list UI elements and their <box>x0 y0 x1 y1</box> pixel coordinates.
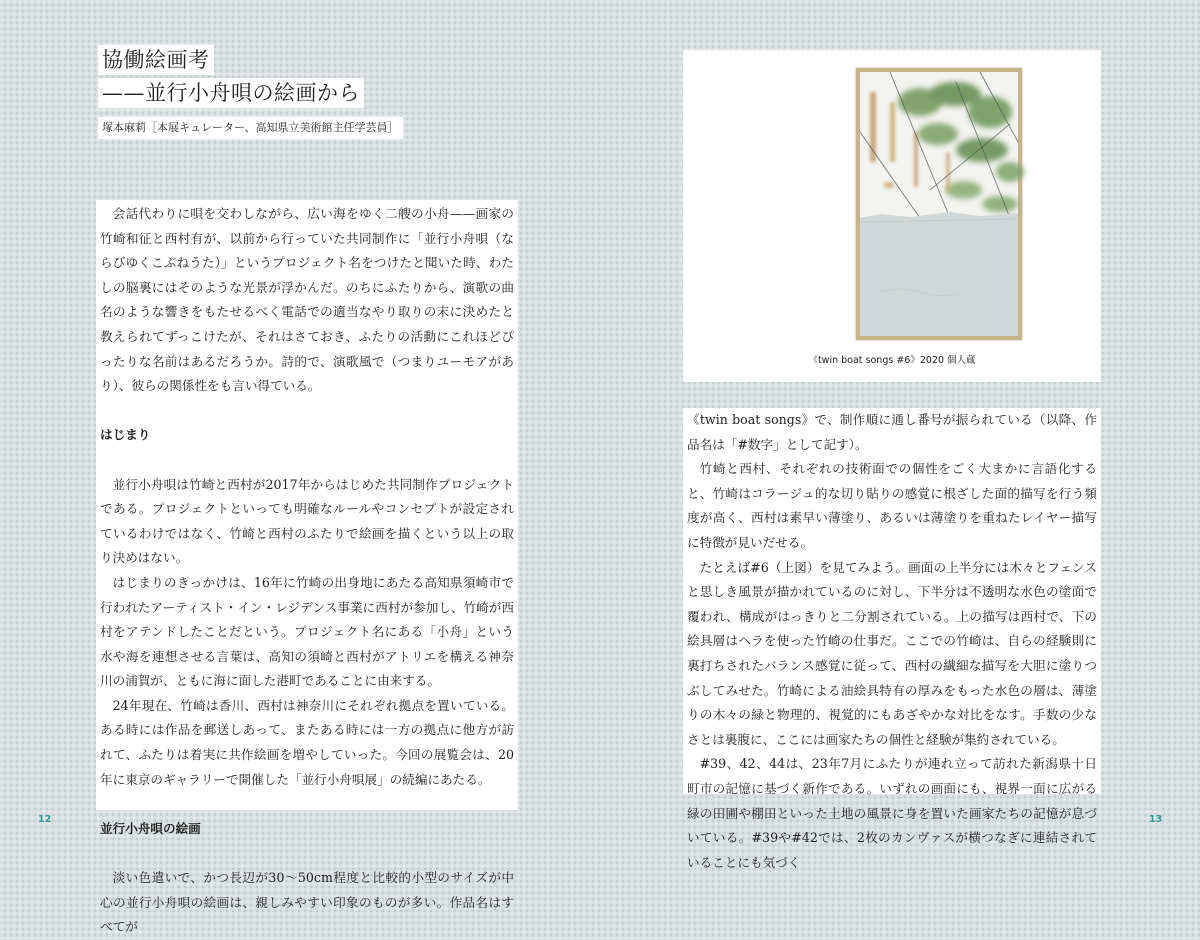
page-number-right: 13 <box>1149 814 1163 825</box>
left-text-column <box>96 200 518 935</box>
article-title: 協働絵画考 <box>98 45 214 75</box>
paragraph: 24年現在、竹崎は香川、西村は神奈川にそれぞれ拠点を置いている。ある時には作品を郵送しあって、またある時には一方の拠点に他方が訪れて、ふたりは着実に共作絵画を増やしていった。今回の展覧会は、20年に東京のギャラリーで開催した「並行小舟唄展」の続編にあたる。 <box>100 697 514 787</box>
paragraph: たとえば#6（上図）を見てみよう。画面の上半分には木々とフェンスと思しき風景が描かれているのに対し、下半分は不透明な水色の塗面で覆われ、構成がはっきりと二分割されている。上の描写は西村で、下の絵具層はヘラを使った竹崎の仕事だ。ここでの竹崎は、自らの経験則に裏打ちされたバランス感覚に従って、西村の繊細な描写を大胆に塗りつぶしてみせた。竹崎による油絵具特有の厚みをもった水色の層は、薄塗りの木々の緑と物理的、視覚的にもあざやかな対比をなす。手数の少なさとは裏腹に、ここには画家たちの個性と経験が集約されている。 <box>687 559 1097 747</box>
paragraph: 竹崎と西村、それぞれの技術面での個性をごく大まかに言語化すると、竹崎はコラージュ的な切り貼りの感覚に根ざした面的描写を行う頻度が高く、西村は素早い薄塗り、あるいは薄塗りを重ねたレイヤー描写に特徴が見いだせる。 <box>687 461 1097 550</box>
section-heading-paintings: 並行小舟唄の絵画 <box>100 820 201 836</box>
section-heading-beginning: はじまり <box>100 427 151 443</box>
paragraph: #39、42、44は、23年7月にふたりが連れ立って訪れた新潟県十日町市の記憶に基づく新作である。いずれの画面にも、視界一面に広がる緑の田圃や棚田といった土地の風景に身を置いた画家たちの記憶が息づいている。#39や#42では、2枚のカンヴァスが横つなぎに連結されていることにも気づく <box>687 756 1097 870</box>
paragraph: 淡い色遣いで、かつ長辺が30〜50cm程度と比較的小型のサイズが中心の並行小舟唄の絵画は、親しみやすい印象のものが多い。作品名はすべてが <box>100 870 514 935</box>
paragraph: はじまりのきっかけは、16年に竹崎の出身地にあたる高知県須崎市で行われたアーティスト・イン・レジデンス事業に西村が参加し、竹崎が西村をアテンドしたことだという。プロジェクト名にある「小舟」という水や海を連想させる言葉は、高知の須崎と西村がアトリエを構える神奈川の浦賀が、ともに海に面した港町であることに由来する。 <box>100 574 514 689</box>
paragraph: 会話代わりに唄を交わしながら、広い海をゆく二艘の小舟——画家の竹崎和征と西村有が、以前から行っていた共同制作に「並行小舟唄（ならびゆくこぶねうた）」というプロジェクト名をつけたと聞いた時、わたしの脳裏にはそのような光景が浮かんだ。のちにふたりから、演歌の曲名のような響きをもたせるべく電話での適当なやり取りの末に決めたと教えられてずっこけたが、それはさておき、ふたりの活動にこれほどぴったりな名前はあるだろうか。詩的で、演歌風で（つまりユーモアがあり）、彼らの関係性をも言い得ている。 <box>100 206 514 394</box>
artwork-image <box>856 68 1022 340</box>
author-credit: 塚本麻莉［本展キュレーター、高知県立美術館主任学芸員］ <box>98 117 403 139</box>
page-number-left: 12 <box>38 814 52 825</box>
right-text-column <box>683 408 1101 870</box>
paragraph: 並行小舟唄は竹崎と西村が2017年からはじめた共同制作プロジェクトである。プロジェクトといっても明確なルールやコンセプトが設定されているわけではなく、竹崎と西村のふたりで絵画を描くという以上の取り決めはない。 <box>100 476 514 566</box>
paragraph: 《twin boat songs》で、制作順に通し番号が振られている（以降、作品名は「#数字」として記す）。 <box>687 412 1097 452</box>
article-subtitle: ——並行小舟唄の絵画から <box>98 78 364 108</box>
figure-caption: 《twin boat songs #6》2020 個人蔵 <box>808 355 976 366</box>
